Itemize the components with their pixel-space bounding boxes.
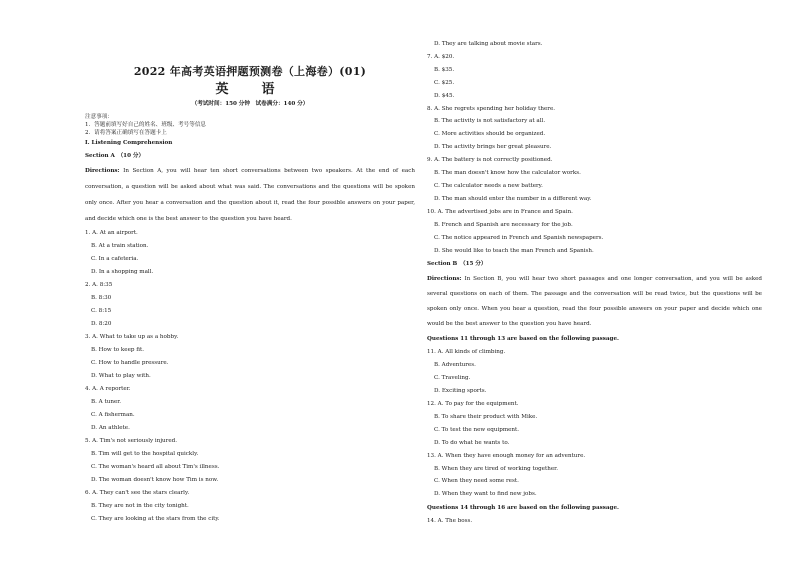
option-line: C. 8:15	[91, 308, 112, 314]
questions-11-13	[427, 346, 762, 501]
section-a-directions	[85, 163, 415, 227]
option-line: D. She would like to teach the man French and Spanish.	[434, 247, 594, 254]
section-a-heading: Section A （10 分）	[85, 153, 145, 159]
option-line: B. Adventures.	[434, 362, 476, 369]
exam-title: 2022 年高考英语押题预测卷（上海卷）(01)	[133, 65, 367, 78]
option-line: D. An athlete.	[91, 425, 130, 431]
option-line: D. The activity brings her great pleasure.	[434, 144, 552, 151]
option-line: B. When they are tired of working together.	[434, 465, 558, 472]
subject-heading: 英 语	[215, 82, 285, 97]
exam-info: （考试时间：150 分钟 试卷满分：140 分）	[191, 101, 309, 107]
option-line: D. To do what he wants to.	[434, 439, 510, 446]
question-line: 12. A. To pay for the equipment.	[427, 401, 519, 408]
question-line: 2. A. 8:35	[85, 282, 113, 288]
question-line: 4. A. A reporter.	[85, 386, 131, 392]
option-line: B. At a train station.	[91, 243, 149, 249]
option-line: D. Exciting sports.	[434, 388, 487, 395]
option-line: B. They are not in the city tonight.	[91, 503, 189, 509]
question-line: 10. A. The advertised jobs are in France and Spain.	[427, 208, 573, 215]
question-line: 9. A. The battery is not correctly positioned.	[427, 157, 553, 164]
option-line: C. In a cafeteria.	[91, 256, 139, 262]
option-line: D. What to play with.	[91, 373, 151, 379]
option-line: C. When they need some rest.	[434, 478, 519, 485]
question-line: 14. A. The boss.	[427, 518, 473, 525]
directions-label: Directions:	[427, 276, 462, 283]
part-heading: I. Listening Comprehension	[85, 140, 173, 146]
question-line: 8. A. She regrets spending her holiday there.	[427, 105, 556, 112]
option-line: B. The man doesn't know how the calculator works.	[434, 170, 581, 177]
option-line: D. They are talking about movie stars.	[434, 41, 543, 47]
option-line: B. French and Spanish are necessary for the job.	[434, 221, 573, 228]
note-item: 2．请将答案正确填写在答题卡上	[85, 130, 167, 136]
option-line: C. The notice appeared in French and Spanish newspapers.	[434, 234, 604, 241]
section-b-directions	[427, 272, 762, 332]
section-b-heading: Section B （15 分）	[427, 261, 487, 268]
option-line: D. 8:20	[91, 321, 112, 327]
option-line: D. $45.	[434, 92, 455, 99]
question-line: 11. A. All kinds of climbing.	[427, 349, 506, 356]
notes-title: 注意事项：	[85, 114, 113, 120]
questions-14-16	[427, 515, 762, 528]
option-line: B. To share their product with Mike.	[434, 413, 538, 420]
passage-heading: Questions 11 through 13 are based on the following passage.	[427, 336, 619, 343]
option-line: B. The activity is not satisfactory at all.	[434, 118, 546, 125]
option-line: D. The woman doesn't know how Tim is now.	[91, 477, 219, 483]
directions-label: Directions:	[85, 168, 120, 174]
section-a-questions	[85, 227, 415, 526]
option-line: D. When they want to find new jobs.	[434, 491, 537, 498]
option-line: C. Traveling.	[434, 375, 471, 382]
option-line: B. $35.	[434, 66, 455, 73]
passage-heading: Questions 14 through 16 are based on the following passage.	[427, 505, 619, 512]
option-line: C. A fisherman.	[91, 412, 135, 418]
option-line: B. 8:30	[91, 295, 112, 301]
question-line: 6. A. They can't see the stars clearly.	[85, 490, 190, 496]
option-line: C. To test the new equipment.	[434, 426, 520, 433]
option-line: C. How to handle pressure.	[91, 360, 169, 366]
option-line: C. More activities should be organized.	[434, 131, 546, 138]
option-line: C. $25.	[434, 79, 455, 86]
option-line: B. A tuner.	[91, 399, 122, 405]
question-line: 7. A. $20.	[427, 53, 455, 60]
note-item: 1．答题前填写好自己的姓名、班级、考号等信息	[85, 122, 207, 128]
left-column	[85, 38, 415, 526]
option-line: D. In a shopping mall.	[91, 269, 154, 275]
option-line: C. The calculator needs a new battery.	[434, 182, 543, 189]
question-line: 13. A. When they have enough money for an adventure.	[427, 452, 586, 459]
right-column	[427, 38, 762, 528]
option-line: C. They are looking at the stars from the city.	[91, 516, 220, 522]
option-line: B. Tim will get to the hospital quickly.	[91, 451, 199, 457]
option-line: D. The man should enter the number in a different way.	[434, 195, 592, 202]
option-line: C. The woman's heard all about Tim's illness.	[91, 464, 220, 470]
question-line: 5. A. Tim's not seriously injured.	[85, 438, 178, 444]
question-line: 1. A. At an airport.	[85, 230, 138, 236]
question-line: 3. A. What to take up as a hobby.	[85, 334, 179, 340]
option-line: B. How to keep fit.	[91, 347, 144, 353]
section-a-questions-continued	[427, 38, 762, 257]
directions-text: In Section B, you will hear two short passages and one longer conversation, and you will be asked several questions on each of them. The passage and the conversation will be read twice, but the questions will be spoken only once. When you hear a question, read the four possible answers on your paper and decide which one would be the best answer to the question you have heard.	[427, 276, 762, 328]
directions-text: In Section A, you will hear ten short conversations between two speakers. At the end of each conversation, a question will be asked about what was said. The conversations and the questions will be spoken only once. After you hear a conversation and the question about it, read the four possible answers on your paper, and decide which one is the best answer to the question you have heard.	[85, 168, 415, 222]
